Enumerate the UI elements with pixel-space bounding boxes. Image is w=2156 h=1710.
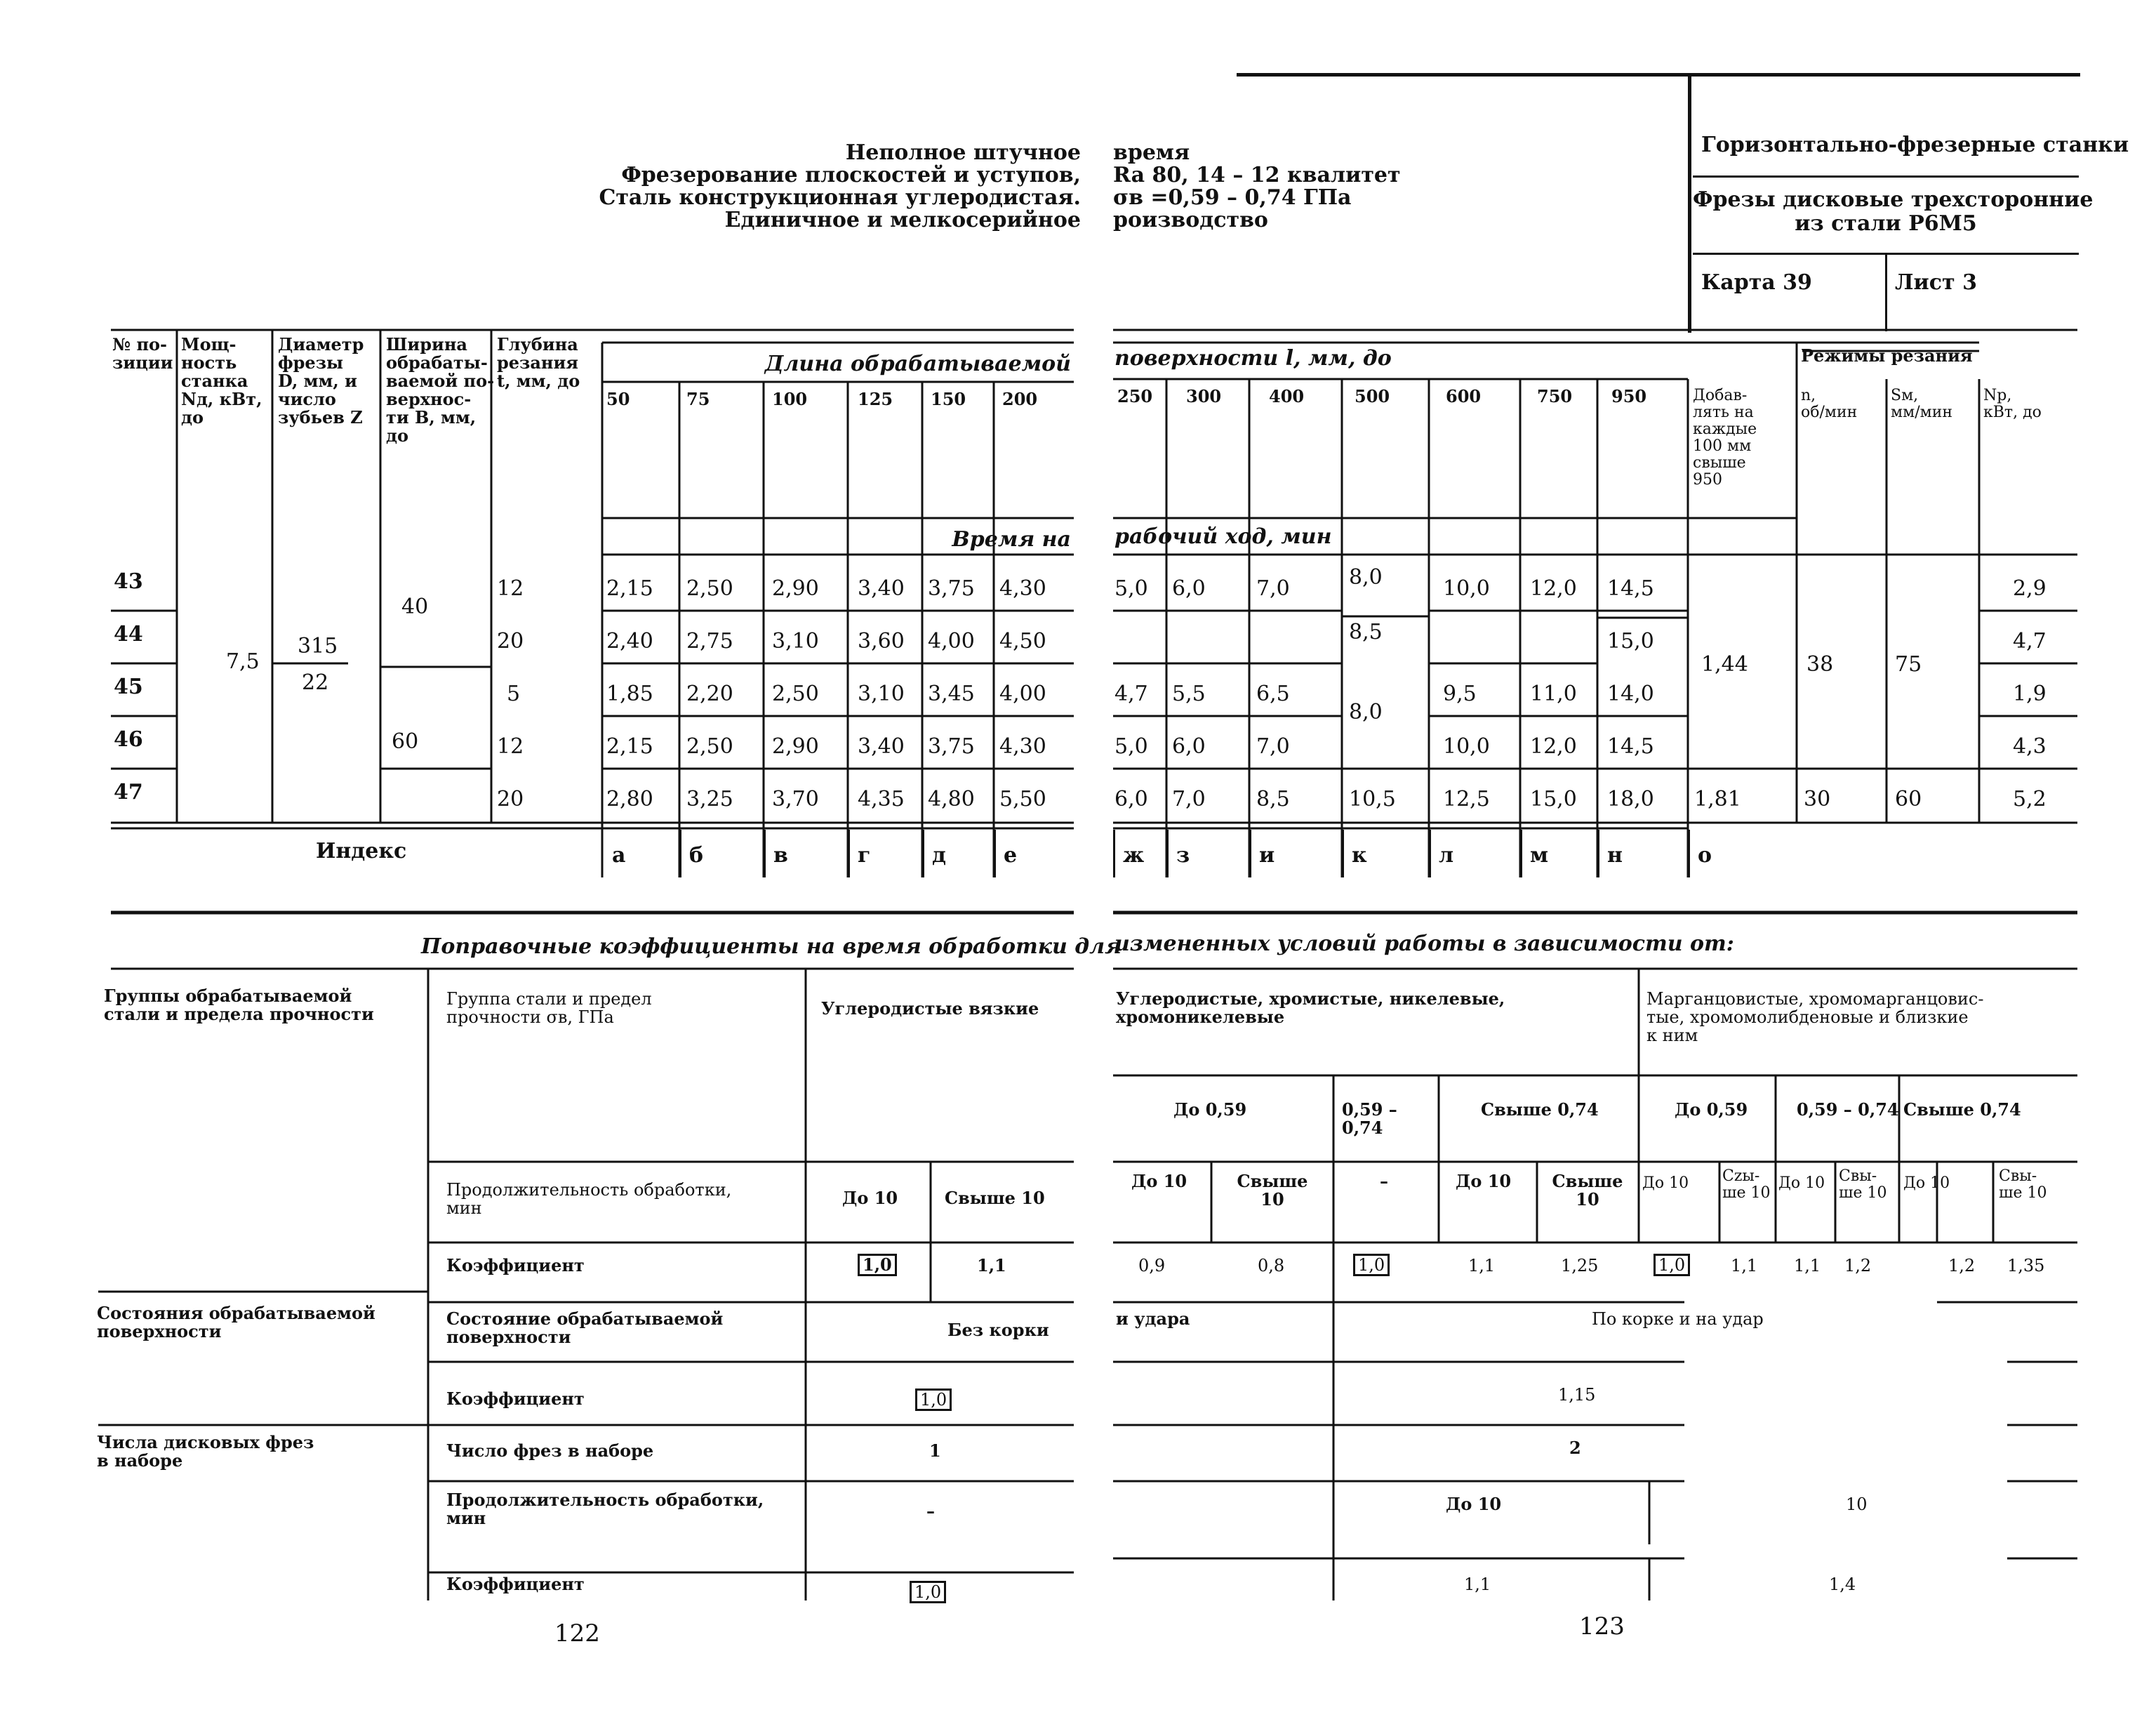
row-pos: 44 — [114, 622, 143, 647]
group2-coef: 1,0 — [915, 1388, 952, 1411]
header-line: число — [278, 389, 336, 409]
time-value-cell: 6,0 — [1114, 787, 1148, 811]
row-depth: 12 — [497, 576, 524, 601]
label-line: ше 10 — [1722, 1184, 1771, 1202]
header-line: 100 мм — [1693, 437, 1752, 455]
row-depth: 20 — [497, 629, 524, 654]
header-line: Sм, — [1891, 387, 1919, 404]
time-value-cell: 5,0 — [1114, 576, 1148, 601]
index-letter: д — [932, 843, 946, 868]
coef-label: Коэффициент — [446, 1574, 585, 1594]
np-value: 4,7 — [2013, 629, 2047, 654]
label-line: ше 10 — [1839, 1184, 1887, 1202]
coef-cell: 1,35 — [2007, 1256, 2045, 1275]
index-letter: л — [1439, 843, 1454, 868]
header-line: Мощ- — [181, 334, 237, 354]
time-value-cell: 18,0 — [1607, 787, 1654, 811]
time-value-cell: 2,90 — [772, 576, 819, 601]
length-col: 600 — [1446, 386, 1482, 406]
power-value: 7,5 — [226, 649, 260, 674]
left-title-line: Неполное штучное — [845, 140, 1081, 165]
time-value-cell: 6,0 — [1172, 734, 1206, 759]
time-header-left: Время на — [952, 527, 1071, 552]
duration-cell — [1538, 1172, 1637, 1209]
label-line: Продолжительность обработки, — [446, 1180, 732, 1200]
time-value-cell: 1,85 — [606, 682, 653, 706]
index-divider — [1113, 830, 1115, 877]
time-value-cell: 7,0 — [1172, 787, 1206, 811]
index-divider — [922, 830, 924, 877]
width-b: 60 — [392, 729, 419, 754]
group2-label — [97, 1304, 375, 1341]
index-label: Индекс — [316, 839, 407, 863]
duration-cell: Свыше 10 — [945, 1188, 1045, 1208]
left-title-line: Фрезерование плоскостей и уступов, — [621, 163, 1081, 187]
row-pos: 46 — [114, 727, 143, 752]
time-value-cell: 3,75 — [928, 734, 975, 759]
group1-col3 — [1646, 990, 1983, 1045]
length-col: 100 — [772, 389, 808, 409]
time-value-cell: 3,10 — [858, 682, 905, 706]
label-line: мин — [446, 1198, 482, 1218]
duration-cell — [1839, 1168, 1886, 1202]
group1-col2 — [1116, 990, 1505, 1026]
header-machine: Горизонтально-фрезерные станки — [1701, 133, 2129, 157]
label-line: Продолжительность обработки, — [446, 1490, 764, 1510]
label-line: Сzы- — [1722, 1167, 1760, 1185]
time-value-cell: 3,60 — [858, 629, 905, 654]
label-line: Состояние обрабатываемой — [446, 1308, 724, 1329]
header-line: свыше — [1693, 454, 1746, 472]
group3-dur: До 10 — [1446, 1494, 1502, 1514]
index-letter: в — [773, 843, 788, 868]
time-value-cell: 6,5 — [1256, 682, 1290, 706]
col-header-power — [181, 336, 262, 427]
np-value: 4,3 — [2013, 734, 2047, 759]
time-value-cell: 2,75 — [686, 629, 733, 654]
time-value-cell: 4,35 — [858, 787, 905, 811]
time-value-cell: 2,50 — [772, 682, 819, 706]
time-value-cell: 3,70 — [772, 787, 819, 811]
label-line: Свыше — [1237, 1171, 1308, 1191]
row-pos: 47 — [114, 780, 143, 804]
label-line: прочности σв, ГПа — [446, 1007, 614, 1027]
group2-coef: 1,15 — [1558, 1385, 1596, 1405]
header-line: мм/мин — [1891, 404, 1953, 421]
time-value-cell: 4,7 — [1114, 682, 1148, 706]
label-line: Группы обрабатываемой — [104, 986, 352, 1006]
coef-cell: 1,1 — [1468, 1256, 1496, 1275]
index-divider — [764, 830, 766, 877]
label-line: поверхности — [97, 1321, 222, 1341]
time-value-cell: 14,5 — [1607, 734, 1654, 759]
n-value-b: 30 — [1804, 787, 1831, 811]
label-line: Числа дисковых фрез — [97, 1432, 314, 1452]
duration-cell: До 10 — [1642, 1174, 1689, 1192]
strength-cell: Свыше 0,74 — [1481, 1099, 1599, 1120]
duration-cell: До 10 — [1131, 1171, 1187, 1191]
modes-header: Режимы резания — [1801, 345, 1973, 366]
header-line: 950 — [1693, 471, 1722, 489]
coef-cell: 1,0 — [1353, 1254, 1390, 1276]
col-header-n — [1801, 387, 1857, 421]
coef-cell: 1,1 — [1731, 1256, 1758, 1275]
strength-cell: 0,59 – 0,74 — [1797, 1099, 1899, 1120]
duration-cell: До 10 — [1456, 1171, 1512, 1191]
header-line: ти B, мм, — [386, 407, 477, 428]
diameter-bottom: 22 — [302, 670, 329, 695]
time-value-cell: 4,30 — [999, 734, 1046, 759]
left-title-line: Единичное и мелкосерийное — [724, 208, 1081, 232]
add-value-a: 1,44 — [1701, 652, 1748, 677]
duration-cell — [1722, 1168, 1770, 1202]
group3-param1: Число фрез в наборе — [446, 1440, 654, 1461]
label-line: стали и предела прочности — [104, 1004, 374, 1024]
s-value-a: 75 — [1895, 652, 1922, 677]
group1-label — [104, 987, 374, 1023]
index-letter: м — [1530, 843, 1549, 868]
coef-cell: 1,1 — [1794, 1256, 1821, 1275]
coef-cell: 1,1 — [977, 1255, 1006, 1275]
group1-param — [446, 990, 652, 1026]
group3-param2 — [446, 1491, 764, 1527]
group1-col1: Углеродистые вязкие — [821, 998, 1039, 1019]
label-line: Состояния обрабатываемой — [97, 1303, 375, 1323]
header-card: Карта 39 — [1701, 270, 1812, 295]
time-value-cell: 8,0 — [1349, 565, 1383, 590]
header-line: об/мин — [1801, 404, 1858, 421]
index-divider — [1249, 830, 1251, 877]
duration-cell: До 10 — [842, 1188, 898, 1208]
length-col: 50 — [606, 389, 630, 409]
time-value-cell: 3,25 — [686, 787, 733, 811]
label-line: 0,74 — [1342, 1118, 1383, 1138]
index-divider — [1429, 830, 1431, 877]
index-letter: а — [612, 843, 626, 868]
header-line: кВт, до — [1983, 404, 2042, 421]
time-value-cell: 15,0 — [1607, 629, 1654, 654]
np-value: 5,2 — [2013, 787, 2047, 811]
col-header-diameter — [278, 336, 364, 427]
time-value-cell: 10,0 — [1443, 734, 1490, 759]
corr-title-left: Поправочные коэффициенты на время обработки для — [421, 934, 1122, 959]
time-value-cell: 4,80 — [928, 787, 975, 811]
time-value-cell: 3,45 — [928, 682, 975, 706]
time-value-cell: 3,10 — [772, 629, 819, 654]
label-line: ше 10 — [1999, 1184, 2047, 1202]
length-col: 300 — [1186, 386, 1222, 406]
col-header-np — [1983, 387, 2042, 421]
duration-cell: До 10 — [1903, 1174, 1950, 1192]
time-value-cell: 14,0 — [1607, 682, 1654, 706]
time-value-cell: 2,15 — [606, 576, 653, 601]
label-line: Углеродистые, хромистые, никелевые, — [1116, 988, 1505, 1009]
index-divider — [994, 830, 996, 877]
col-header-s — [1891, 387, 1952, 421]
label-line: к ним — [1646, 1026, 1698, 1045]
time-value-cell: 14,5 — [1607, 576, 1654, 601]
time-value-cell: 2,20 — [686, 682, 733, 706]
coef-cell: 1,2 — [1844, 1256, 1872, 1275]
time-value-cell: 4,00 — [999, 682, 1046, 706]
label-line: 10 — [1576, 1189, 1599, 1209]
index-divider — [1166, 830, 1169, 877]
time-value-cell: 2,15 — [606, 734, 653, 759]
header-line: фрезы — [278, 352, 344, 373]
duration-cell: До 10 — [1778, 1174, 1825, 1192]
header-line: зиции — [112, 352, 173, 373]
row-pos: 45 — [114, 675, 143, 699]
length-header-left: Длина обрабатываемой — [764, 352, 1071, 376]
time-value-cell: 4,00 — [928, 629, 975, 654]
group2-value2: По корке и на удар — [1592, 1309, 1764, 1329]
diameter-top: 315 — [298, 634, 338, 658]
group3-coef: 1,1 — [1464, 1575, 1491, 1594]
coef-cell: 0,9 — [1138, 1256, 1166, 1275]
width-a: 40 — [401, 595, 429, 619]
time-header-right: рабочий ход, мин — [1114, 524, 1332, 549]
group2-param — [446, 1310, 723, 1346]
time-value-cell: 4,50 — [999, 629, 1046, 654]
coef-label: Коэффициент — [446, 1388, 585, 1409]
row-depth: 12 — [497, 734, 524, 759]
header-line: верхнос- — [386, 389, 472, 409]
header-line: n, — [1801, 387, 1816, 404]
time-value-cell: 5,0 — [1114, 734, 1148, 759]
group3-coef: 1,0 — [910, 1581, 946, 1603]
header-tool-line: из стали Р6М5 — [1795, 211, 1977, 236]
index-divider — [1688, 830, 1690, 877]
label-line: 10 — [1260, 1189, 1284, 1209]
coef-cell: 1,25 — [1561, 1256, 1599, 1275]
header-line: t, мм, до — [497, 371, 580, 391]
time-value-cell: 2,80 — [606, 787, 653, 811]
header-line: Nд, кВт, — [181, 389, 262, 409]
header-line: до — [386, 425, 409, 446]
header-line: ваемой по- — [386, 371, 495, 391]
np-value: 1,9 — [2013, 682, 2047, 706]
header-line: лять на — [1693, 404, 1754, 421]
group3-num: 2 — [1569, 1438, 1581, 1458]
col-header-depth — [497, 336, 580, 390]
group3-label — [97, 1433, 314, 1470]
add-value-b: 1,81 — [1694, 787, 1741, 811]
time-value-cell: 12,5 — [1443, 787, 1490, 811]
time-value-cell: 2,50 — [686, 576, 733, 601]
index-divider — [848, 830, 850, 877]
np-value: 2,9 — [2013, 576, 2047, 601]
index-letter: г — [858, 843, 871, 868]
time-value-cell: 8,0 — [1349, 700, 1383, 724]
header-line: Ширина — [386, 334, 467, 354]
label-line: Свы- — [1999, 1167, 2037, 1185]
index-letter: ж — [1123, 843, 1145, 868]
time-value-cell: 8,5 — [1256, 787, 1290, 811]
coef-cell: 1,2 — [1948, 1256, 1976, 1275]
index-letter: з — [1176, 843, 1190, 868]
duration-cell — [1999, 1168, 2047, 1202]
time-value-cell: 11,0 — [1530, 682, 1577, 706]
group3-coef: 1,4 — [1829, 1575, 1856, 1594]
col-header-add — [1693, 387, 1757, 489]
coef-cell: 1,0 — [858, 1254, 897, 1276]
index-divider — [1520, 830, 1522, 877]
index-letter: к — [1352, 843, 1367, 868]
time-value-cell: 12,0 — [1530, 576, 1577, 601]
length-col: 250 — [1117, 386, 1153, 406]
index-letter: е — [1004, 843, 1018, 868]
label-line: Свы- — [1839, 1167, 1877, 1185]
duration-cell: – — [1380, 1171, 1388, 1191]
label-line: Группа стали и предел — [446, 989, 652, 1009]
row-depth: 20 — [497, 787, 524, 811]
right-title-line: Ra 80, 14 – 12 квалитет — [1113, 163, 1401, 187]
time-value-cell: 6,0 — [1172, 576, 1206, 601]
group3-dur: 10 — [1846, 1494, 1868, 1514]
length-col: 400 — [1269, 386, 1305, 406]
time-value-cell: 8,5 — [1349, 620, 1383, 644]
header-tool-line: Фрезы дисковые трехсторонние — [1693, 187, 2094, 212]
group3-dur: – — [926, 1501, 935, 1521]
row-pos: 43 — [114, 569, 143, 594]
coef-cell: 0,8 — [1258, 1256, 1285, 1275]
left-title-line: Сталь конструкционная углеродистая. — [599, 185, 1081, 210]
length-col: 750 — [1537, 386, 1573, 406]
index-divider — [679, 830, 681, 877]
length-col: 125 — [858, 389, 893, 409]
header-line: станка — [181, 371, 248, 391]
index-letter: и — [1259, 843, 1275, 868]
header-line: Np, — [1983, 387, 2012, 404]
time-value-cell: 5,50 — [999, 787, 1046, 811]
length-col: 950 — [1611, 386, 1647, 406]
time-value-cell: 2,90 — [772, 734, 819, 759]
label-line: 0,59 – — [1342, 1099, 1397, 1120]
index-divider — [1342, 830, 1344, 877]
time-value-cell: 7,0 — [1256, 576, 1290, 601]
length-col: 500 — [1355, 386, 1390, 406]
header-line: зубьев Z — [278, 407, 363, 428]
label-line: в наборе — [97, 1450, 183, 1471]
row-depth: 5 — [507, 682, 521, 706]
header-sheet: Лист 3 — [1895, 270, 1977, 295]
time-value-cell: 3,40 — [858, 734, 905, 759]
time-value-cell: 12,0 — [1530, 734, 1577, 759]
page-number-right: 123 — [1579, 1612, 1625, 1641]
label-line: поверхности — [446, 1327, 571, 1347]
header-line: каждые — [1693, 420, 1757, 438]
n-value-a: 38 — [1806, 652, 1834, 677]
time-value-cell: 10,0 — [1443, 576, 1490, 601]
length-col: 200 — [1002, 389, 1038, 409]
group2-value1-cont: и удара — [1116, 1308, 1190, 1329]
time-value-cell: 3,40 — [858, 576, 905, 601]
time-value-cell: 3,75 — [928, 576, 975, 601]
right-title-line: σв =0,59 – 0,74 ГПа — [1113, 185, 1352, 210]
corr-title-right: измененных условий работы в зависимости от: — [1114, 932, 1734, 956]
header-line: Диаметр — [278, 334, 364, 354]
s-value-b: 60 — [1895, 787, 1922, 811]
strength-cell: До 0,59 — [1675, 1099, 1748, 1120]
header-line: № по- — [112, 334, 167, 354]
time-value-cell: 10,5 — [1349, 787, 1396, 811]
coef-label: Коэффициент — [446, 1255, 585, 1275]
header-line: Добав- — [1693, 387, 1748, 404]
length-col: 150 — [931, 389, 966, 409]
page-number-left: 122 — [554, 1619, 600, 1648]
duration-label — [446, 1181, 731, 1217]
group2-value1: Без корки — [947, 1320, 1049, 1340]
time-value-cell: 15,0 — [1530, 787, 1577, 811]
strength-cell: Свыше 0,74 — [1903, 1099, 2021, 1120]
header-line: Глубина — [497, 334, 578, 354]
header-line: ность — [181, 352, 237, 373]
label-line: мин — [446, 1508, 486, 1528]
header-line: обрабаты- — [386, 352, 488, 373]
index-letter: о — [1698, 843, 1712, 868]
group3-num: 1 — [929, 1440, 941, 1461]
length-col: 75 — [686, 389, 710, 409]
label-line: тые, хромомолибденовые и близкие — [1646, 1007, 1969, 1027]
right-title-line: время — [1113, 140, 1190, 165]
header-line: резания — [497, 352, 579, 373]
index-letter: н — [1607, 843, 1623, 868]
label-line: Свыше — [1552, 1171, 1623, 1191]
time-value-cell: 2,40 — [606, 629, 653, 654]
duration-cell — [1213, 1172, 1332, 1209]
header-line: D, мм, и — [278, 371, 357, 391]
coef-cell: 1,0 — [1653, 1254, 1690, 1276]
time-value-cell: 4,30 — [999, 576, 1046, 601]
index-letter: б — [689, 843, 704, 868]
label-line: хромоникелевые — [1116, 1007, 1285, 1027]
index-divider — [1597, 830, 1599, 877]
length-header-right: поверхности l, мм, до — [1114, 346, 1392, 371]
col-header-pos — [112, 336, 173, 372]
strength-cell — [1342, 1101, 1397, 1137]
right-title-line: роизводство — [1113, 208, 1268, 232]
time-value-cell: 2,50 — [686, 734, 733, 759]
col-header-width — [386, 336, 494, 445]
time-value-cell: 7,0 — [1256, 734, 1290, 759]
strength-cell: До 0,59 — [1173, 1099, 1247, 1120]
time-value-cell: 5,5 — [1172, 682, 1206, 706]
header-line: до — [181, 407, 204, 428]
time-value-cell: 9,5 — [1443, 682, 1477, 706]
label-line: Марганцовистые, хромомарганцовис- — [1646, 989, 1984, 1009]
